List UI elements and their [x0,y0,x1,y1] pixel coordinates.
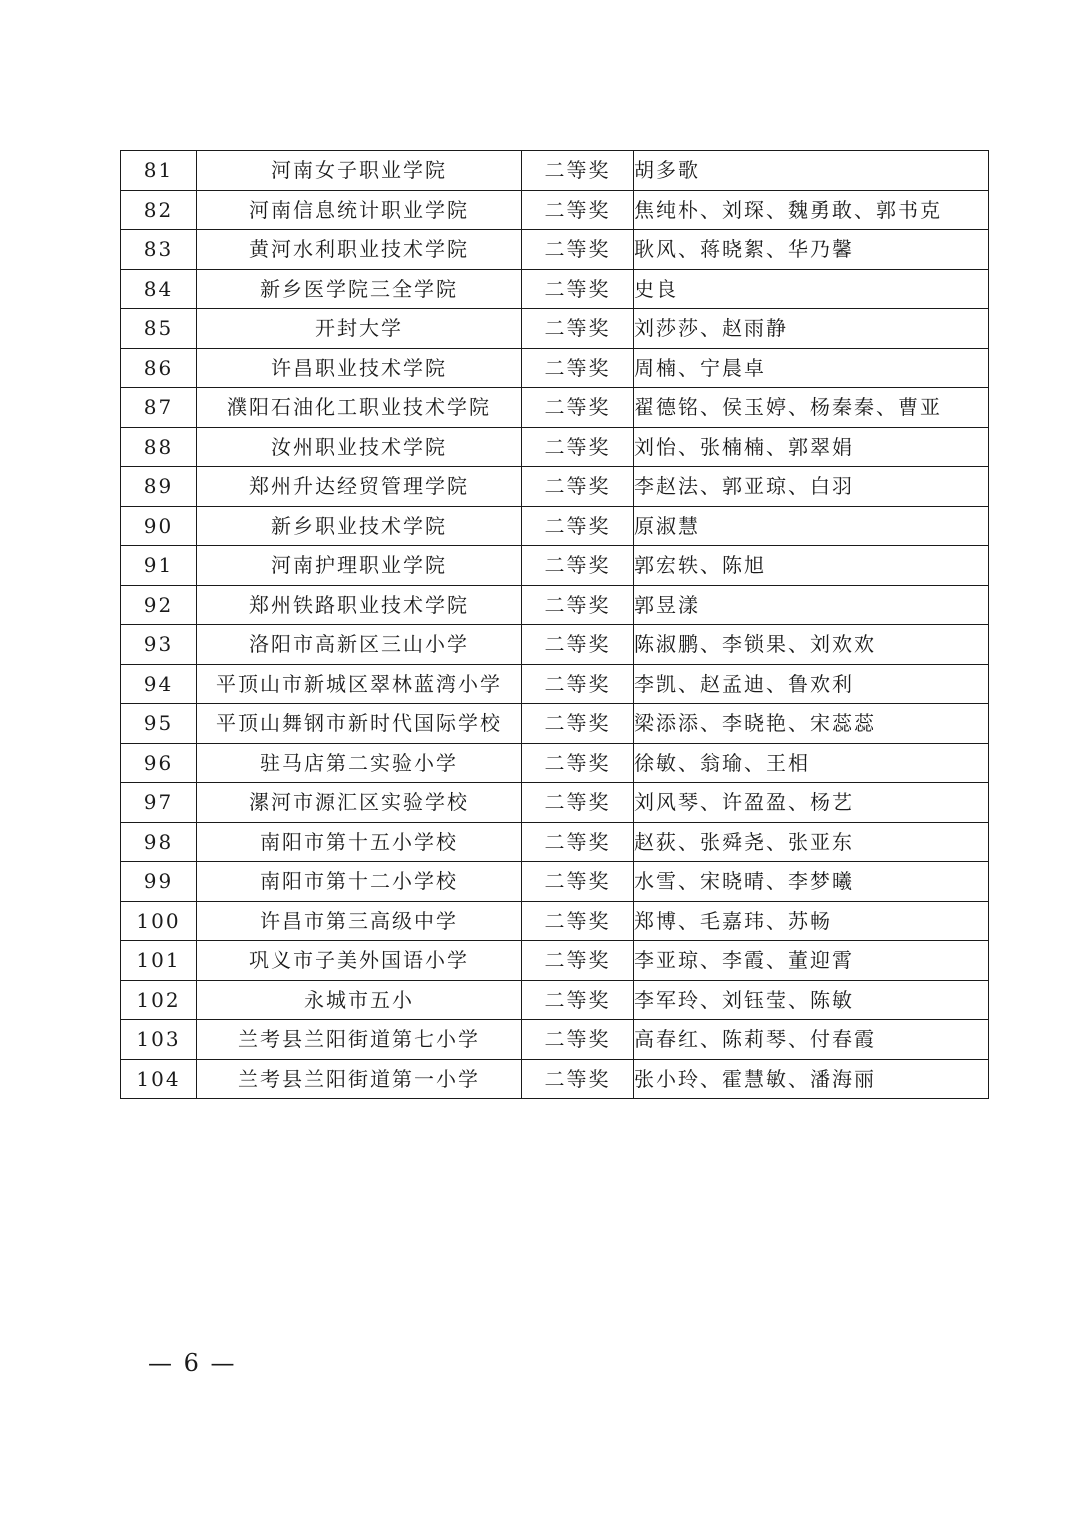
table-row [121,980,989,1020]
prize-level-cell: 二等奖 [522,230,634,270]
row-number-cell: 87 [121,388,197,428]
winner-names-cell: 李凯、赵孟迪、鲁欢利 [634,664,989,704]
table-row [121,506,989,546]
winner-names-cell: 周楠、宁晨卓 [634,348,989,388]
school-name-cell: 兰考县兰阳街道第七小学 [197,1020,522,1060]
prize-level-cell: 二等奖 [522,625,634,665]
table-row [121,427,989,467]
table-row [121,625,989,665]
row-number-cell: 91 [121,546,197,586]
prize-level-cell: 二等奖 [522,783,634,823]
winner-names-cell: 史良 [634,269,989,309]
prize-level-cell: 二等奖 [522,348,634,388]
winner-names-cell: 水雪、宋晓晴、李梦曦 [634,862,989,902]
school-name-cell: 南阳市第十五小学校 [197,822,522,862]
winner-names-cell: 张小玲、霍慧敏、潘海丽 [634,1059,989,1099]
school-name-cell: 驻马店第二实验小学 [197,743,522,783]
row-number-cell: 100 [121,901,197,941]
school-name-cell: 河南信息统计职业学院 [197,190,522,230]
table-row [121,1059,989,1099]
school-name-cell: 新乡职业技术学院 [197,506,522,546]
row-number-cell: 98 [121,822,197,862]
row-number-cell: 88 [121,427,197,467]
school-name-cell: 许昌市第三高级中学 [197,901,522,941]
row-number-cell: 101 [121,941,197,981]
prize-level-cell: 二等奖 [522,427,634,467]
school-name-cell: 南阳市第十二小学校 [197,862,522,902]
winner-names-cell: 郭昱漾 [634,585,989,625]
prize-level-cell: 二等奖 [522,151,634,191]
school-name-cell: 巩义市子美外国语小学 [197,941,522,981]
award-table [120,150,989,1099]
prize-level-cell: 二等奖 [522,822,634,862]
school-name-cell: 郑州升达经贸管理学院 [197,467,522,507]
winner-names-cell: 刘莎莎、赵雨静 [634,309,989,349]
prize-level-cell: 二等奖 [522,862,634,902]
winner-names-cell: 耿风、蒋晓絮、华乃馨 [634,230,989,270]
prize-level-cell: 二等奖 [522,546,634,586]
school-name-cell: 漯河市源汇区实验学校 [197,783,522,823]
table-row [121,822,989,862]
school-name-cell: 汝州职业技术学院 [197,427,522,467]
winner-names-cell: 刘怡、张楠楠、郭翠娟 [634,427,989,467]
prize-level-cell: 二等奖 [522,901,634,941]
table-row [121,941,989,981]
prize-level-cell: 二等奖 [522,585,634,625]
row-number-cell: 104 [121,1059,197,1099]
row-number-cell: 84 [121,269,197,309]
school-name-cell: 郑州铁路职业技术学院 [197,585,522,625]
row-number-cell: 95 [121,704,197,744]
row-number-cell: 102 [121,980,197,1020]
table-row [121,388,989,428]
row-number-cell: 93 [121,625,197,665]
table-row [121,151,989,191]
winner-names-cell: 李军玲、刘钰莹、陈敏 [634,980,989,1020]
row-number-cell: 94 [121,664,197,704]
school-name-cell: 濮阳石油化工职业技术学院 [197,388,522,428]
table-row [121,190,989,230]
school-name-cell: 洛阳市高新区三山小学 [197,625,522,665]
winner-names-cell: 陈淑鹏、李锁果、刘欢欢 [634,625,989,665]
school-name-cell: 河南护理职业学院 [197,546,522,586]
row-number-cell: 99 [121,862,197,902]
prize-level-cell: 二等奖 [522,506,634,546]
school-name-cell: 许昌职业技术学院 [197,348,522,388]
prize-level-cell: 二等奖 [522,980,634,1020]
prize-level-cell: 二等奖 [522,704,634,744]
prize-level-cell: 二等奖 [522,190,634,230]
row-number-cell: 82 [121,190,197,230]
winner-names-cell: 刘风琴、许盈盈、杨艺 [634,783,989,823]
school-name-cell: 开封大学 [197,309,522,349]
row-number-cell: 89 [121,467,197,507]
winner-names-cell: 郑博、毛嘉玮、苏畅 [634,901,989,941]
table-row [121,783,989,823]
row-number-cell: 97 [121,783,197,823]
table-row [121,546,989,586]
table-row [121,585,989,625]
table-row [121,704,989,744]
prize-level-cell: 二等奖 [522,664,634,704]
school-name-cell: 平顶山市新城区翠林蓝湾小学 [197,664,522,704]
winner-names-cell: 翟德铭、侯玉婷、杨秦秦、曹亚 [634,388,989,428]
row-number-cell: 92 [121,585,197,625]
row-number-cell: 81 [121,151,197,191]
winner-names-cell: 高春红、陈莉琴、付春霞 [634,1020,989,1060]
row-number-cell: 90 [121,506,197,546]
table-row [121,269,989,309]
table-row [121,743,989,783]
winner-names-cell: 李赵法、郭亚琼、白羽 [634,467,989,507]
table-row [121,664,989,704]
winner-names-cell: 徐敏、翁瑜、王相 [634,743,989,783]
prize-level-cell: 二等奖 [522,467,634,507]
winner-names-cell: 原淑慧 [634,506,989,546]
prize-level-cell: 二等奖 [522,743,634,783]
prize-level-cell: 二等奖 [522,309,634,349]
table-row [121,1020,989,1060]
page-number: — 6 — [148,1349,237,1377]
prize-level-cell: 二等奖 [522,941,634,981]
row-number-cell: 86 [121,348,197,388]
prize-level-cell: 二等奖 [522,388,634,428]
table-row [121,862,989,902]
row-number-cell: 83 [121,230,197,270]
award-table-body [121,151,989,1099]
winner-names-cell: 郭宏轶、陈旭 [634,546,989,586]
table-row [121,230,989,270]
table-row [121,348,989,388]
prize-level-cell: 二等奖 [522,269,634,309]
school-name-cell: 平顶山舞钢市新时代国际学校 [197,704,522,744]
winner-names-cell: 胡多歌 [634,151,989,191]
prize-level-cell: 二等奖 [522,1059,634,1099]
winner-names-cell: 李亚琼、李霞、董迎霄 [634,941,989,981]
winner-names-cell: 赵荻、张舜尧、张亚东 [634,822,989,862]
winner-names-cell: 焦纯朴、刘琛、魏勇敢、郭书克 [634,190,989,230]
table-row [121,901,989,941]
table-row [121,309,989,349]
school-name-cell: 兰考县兰阳街道第一小学 [197,1059,522,1099]
row-number-cell: 96 [121,743,197,783]
school-name-cell: 河南女子职业学院 [197,151,522,191]
row-number-cell: 85 [121,309,197,349]
school-name-cell: 永城市五小 [197,980,522,1020]
prize-level-cell: 二等奖 [522,1020,634,1060]
row-number-cell: 103 [121,1020,197,1060]
school-name-cell: 新乡医学院三全学院 [197,269,522,309]
winner-names-cell: 梁添添、李晓艳、宋蕊蕊 [634,704,989,744]
table-row [121,467,989,507]
school-name-cell: 黄河水利职业技术学院 [197,230,522,270]
